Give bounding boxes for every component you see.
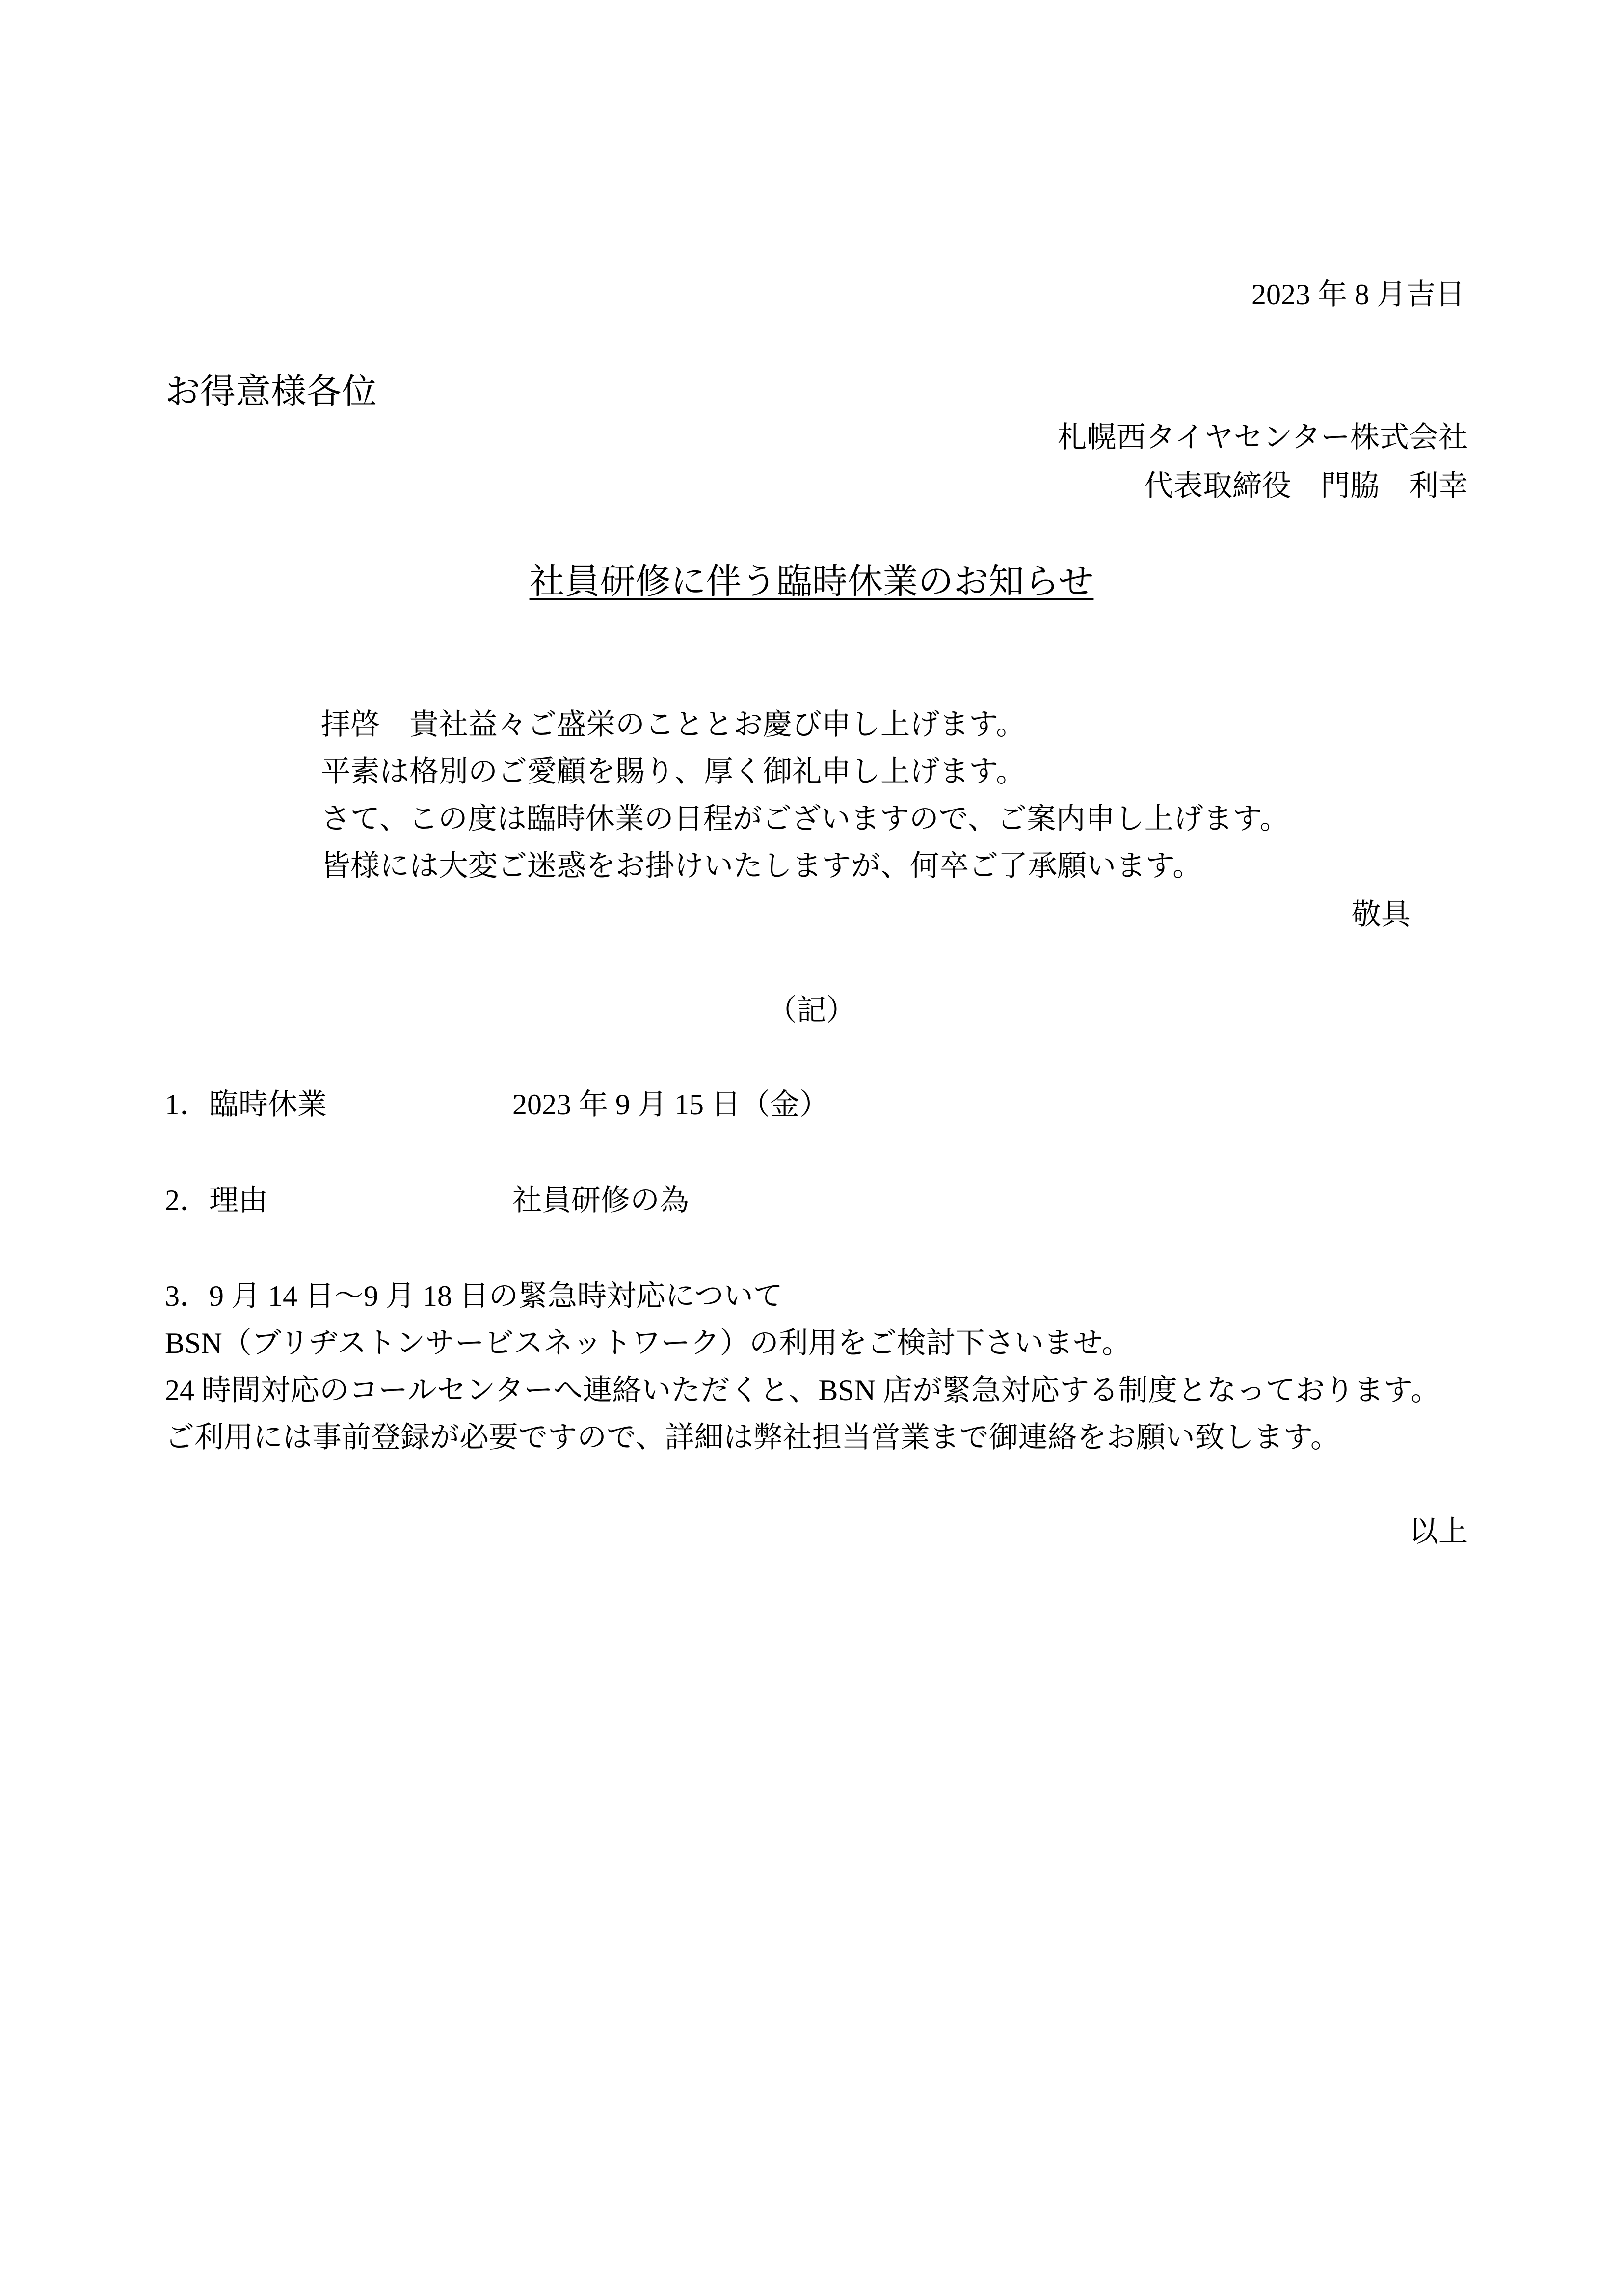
sender-company: 札幌西タイヤセンター株式会社 bbox=[1057, 421, 1468, 454]
body-line: 拝啓 貴社益々ご盛栄のこととお慶び申し上げます。 bbox=[321, 708, 1026, 741]
letter-date: 2023 年 8 月吉日 bbox=[1251, 278, 1465, 311]
item-3-label: 3．9 月 14 日～9 月 18 日の緊急時対応について bbox=[165, 1280, 783, 1312]
item-1-value: 2023 年 9 月 15 日（金） bbox=[512, 1088, 829, 1121]
closing-keigu: 敬具 bbox=[1352, 898, 1410, 931]
item-3-line: ご利用には事前登録が必要ですので、詳細は弊社担当営業まで御連絡をお願い致します。 bbox=[165, 1421, 1340, 1454]
sender-representative: 代表取締役 門脇 利幸 bbox=[1144, 470, 1468, 502]
body-line: 平素は格別のご愛顧を賜り、厚く御礼申し上げます。 bbox=[321, 756, 1026, 788]
end-ijo: 以上 bbox=[1409, 1515, 1468, 1548]
item-2-label: 2．理由 bbox=[165, 1184, 268, 1216]
body-line: さて、この度は臨時休業の日程がございますので、ご案内申し上げます。 bbox=[321, 803, 1289, 835]
item-2-value: 社員研修の為 bbox=[512, 1184, 689, 1216]
item-1-label: 1．臨時休業 bbox=[165, 1088, 327, 1121]
body-line: 皆様には大変ご迷惑をお掛けいたしますが、何卒ご了承願います。 bbox=[321, 850, 1202, 882]
ki-heading: （記） bbox=[767, 994, 856, 1026]
title-row bbox=[0, 561, 1623, 603]
item-3-line: 24 時間対応のコールセンターへ連絡いただくと、BSN 店が緊急対応する制度となっております。 bbox=[165, 1374, 1440, 1406]
addressee: お得意様各位 bbox=[165, 372, 377, 411]
document-title: 社員研修に伴う臨時休業のお知らせ bbox=[529, 562, 1094, 601]
item-3-line: BSN（ブリヂストンサービスネットワーク）の利用をご検討下さいませ。 bbox=[165, 1327, 1131, 1359]
